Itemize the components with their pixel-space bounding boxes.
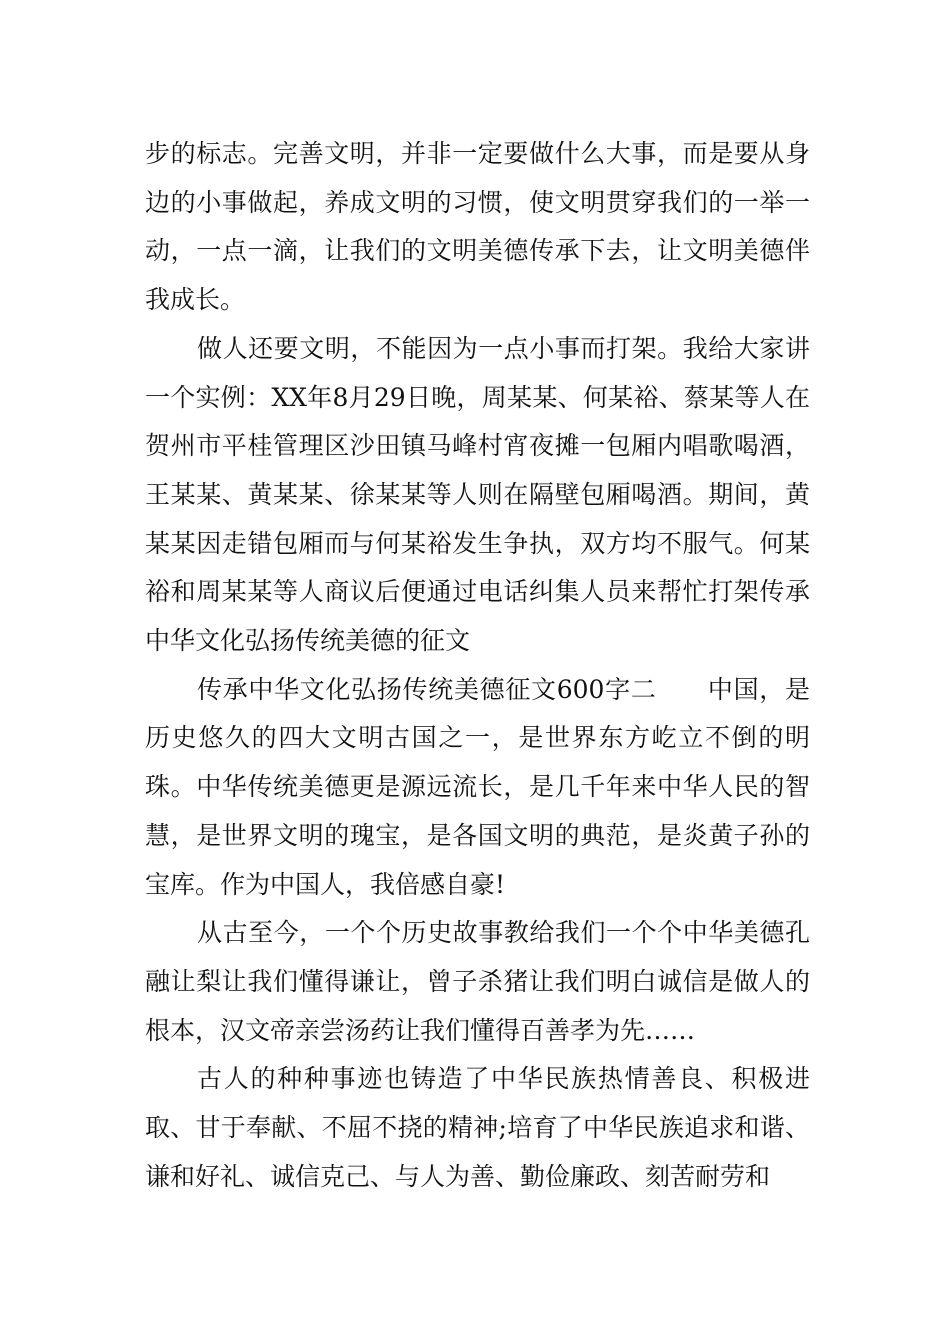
paragraph-1: 步的标志。完善文明，并非一定要做什么大事，而是要从身边的小事做起，养成文明的习惯，使文明贯穿我们的一举一动，一点一滴，让我们的文明美德传承下去，让文明美德伴我成长。: [145, 139, 810, 315]
paragraph-5: 古人的种种事迹也铸造了中华民族热情善良、积极进取、甘于奉献、不屈不挠的精神;培育了中华民族追求和谐、谦和好礼、诚信克己、与人为善、勤俭廉政、刻苦耐劳和: [145, 1064, 810, 1191]
paragraph-4: 从古至今，一个个历史故事教给我们一个个中华美德孔融让梨让我们懂得谦让，曾子杀猪让我们明白诚信是做人的根本，汉文帝亲尝汤药让我们懂得百善孝为先……: [145, 918, 810, 1045]
paragraph-2: 做人还要文明，不能因为一点小事而打架。我给大家讲一个实例：XX年8月29日晚，周某某、何某裕、蔡某等人在贺州市平桂管理区沙田镇马峰村宵夜摊一包厢内唱歌喝酒，王某某、黄某某、徐某某等人则在隔壁包厢喝酒。期间，黄某某因走错包厢而与何某裕发生争执，双方均不服气。何某裕和周某某等人商议后便通过电话纠集人员来帮忙打架传承中华文化弘扬传统美德的征文: [145, 333, 810, 656]
document-body: [145, 130, 810, 1201]
paragraph-3: 传承中华文化弘扬传统美德征文600字二 中国，是历史悠久的四大文明古国之一，是世界东方屹立不倒的明珠。中华传统美德更是源远流长，是几千年来中华人民的智慧，是世界文明的瑰宝，是各国文明的典范，是炎黄子孙的宝库。作为中国人，我倍感自豪!: [145, 674, 810, 899]
